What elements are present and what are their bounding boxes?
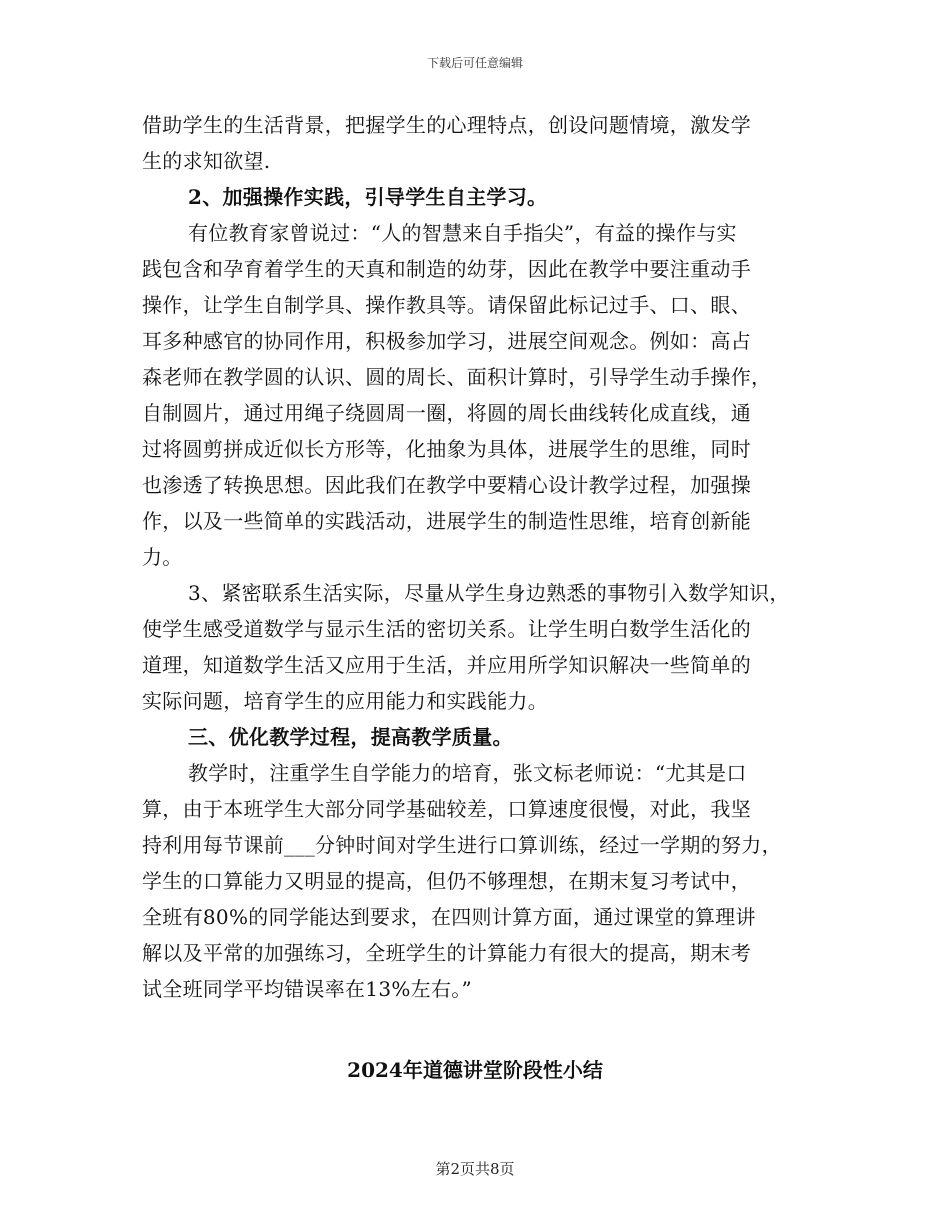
paragraph-line: 有位教育家曾说过：“人的智慧来自手指尖”，有益的操作与实 (188, 221, 737, 245)
paragraph-line: 解以及平常的加强练习，全班学生的计算能力有很大的提高，期末考 (142, 941, 751, 965)
page-footer-number: 第2页共8页 (435, 1160, 515, 1178)
paragraph-line: 持利用每节课前___分钟时间对学生进行口算训练，经过一学期的努力， (142, 833, 782, 857)
paragraph-line: 耳多种感官的协同作用，积极参加学习，进展空间观念。例如：高占 (142, 329, 751, 353)
paragraph-line: 自制圆片，通过用绳子绕圆周一圈，将圆的周长曲线转化成直线，通 (142, 401, 751, 425)
paragraph-line: 全班有80%的同学能达到要求，在四则计算方面，通过课堂的算理讲 (142, 905, 756, 929)
section-heading: 2、加强操作实践，引导学生自主学习。 (188, 185, 548, 209)
paragraph-line: 践包含和孕育着学生的天真和制造的幼芽，因此在教学中要注重动手 (142, 257, 751, 281)
paragraph-line: 算，由于本班学生大部分同学基础较差，口算速度很慢，对此，我坚 (142, 797, 751, 821)
paragraph-line: 生的求知欲望. (142, 149, 271, 173)
paragraph-line: 森老师在教学圆的认识、圆的周长、面积计算时，引导学生动手操作， (142, 365, 772, 389)
paragraph-line: 过将圆剪拼成近似长方形等，化抽象为具体，进展学生的思维，同时 (142, 437, 751, 461)
paragraph-line: 实际问题，培育学生的应用能力和实践能力。 (142, 689, 548, 713)
page-header-note: 下载后可任意编辑 (426, 56, 523, 70)
paragraph-line: 操作，让学生自制学具、操作教具等。请保留此标记过手、口、眼、 (142, 293, 751, 317)
paragraph-line: 试全班同学平均错误率在13%左右。” (142, 977, 473, 1001)
paragraph-line: 力。 (142, 545, 183, 569)
document-title: 2024年道德讲堂阶段性小结 (347, 1058, 603, 1082)
paragraph-line: 也渗透了转换思想。因此我们在教学中要精心设计教学过程，加强操 (142, 473, 751, 497)
paragraph-line: 使学生感受道数学与显示生活的密切关系。让学生明白数学生活化的 (142, 617, 751, 641)
section-heading: 三、优化教学过程，提高教学质量。 (188, 725, 513, 749)
paragraph-line: 教学时，注重学生自学能力的培育，张文标老师说：“尤其是口 (188, 761, 747, 785)
paragraph-line: 道理，知道数学生活又应用于生活，并应用所学知识解决一些简单的 (142, 653, 751, 677)
paragraph-line: 作，以及一些简单的实践活动，进展学生的制造性思维，培育创新能 (142, 509, 751, 533)
paragraph-line: 学生的口算能力又明显的提高，但仍不够理想，在期末复习考试中， (142, 869, 751, 893)
paragraph-line: 借助学生的生活背景，把握学生的心理特点，创设问题情境，激发学 (142, 113, 751, 137)
paragraph-line: 3、紧密联系生活实际，尽量从学生身边熟悉的事物引入数学知识， (188, 581, 790, 605)
